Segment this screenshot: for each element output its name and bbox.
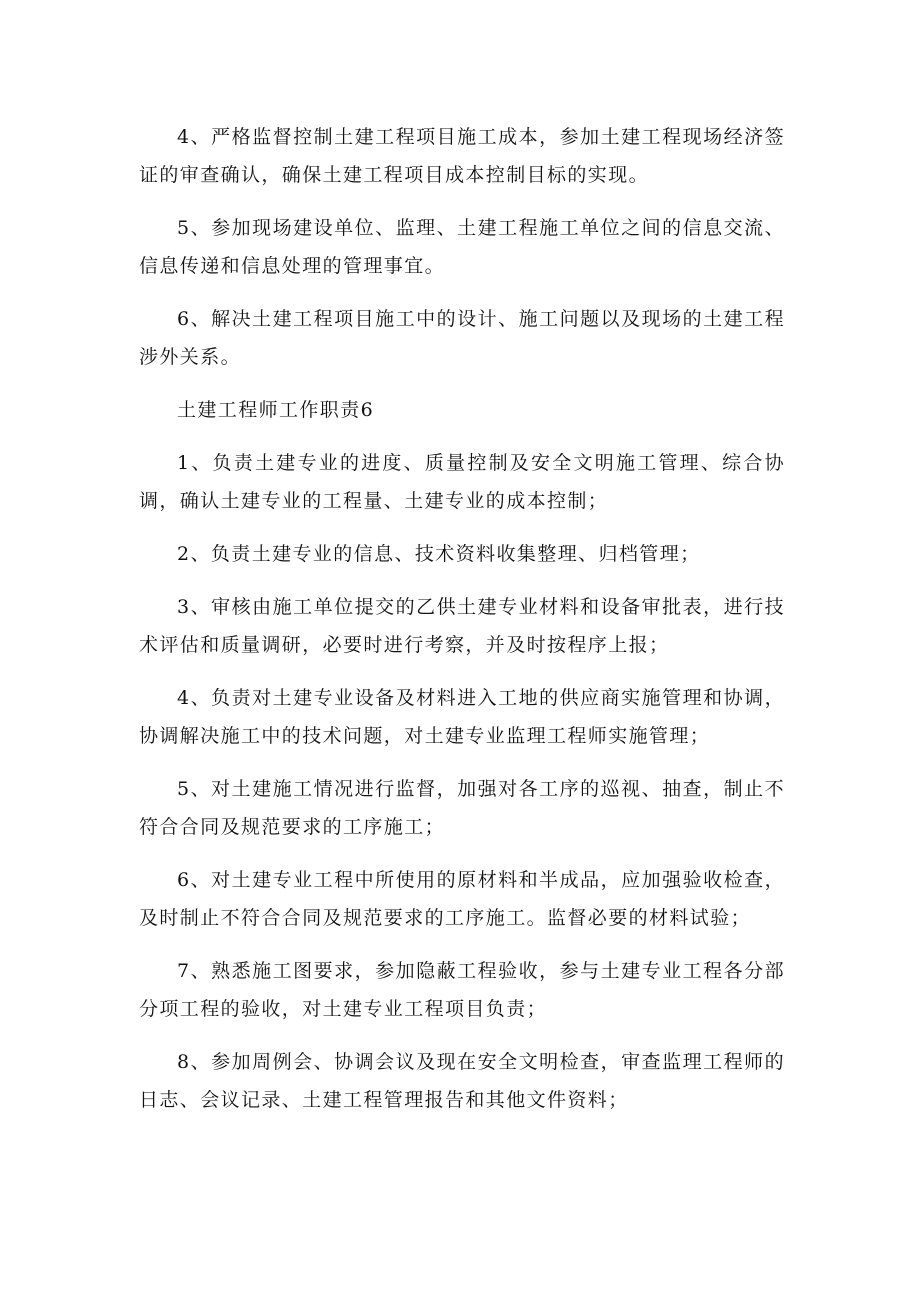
duty-item-5: 5、对土建施工情况进行监督，加强对各工序的巡视、抽查，制止不符合合同及规范要求的工序施工； <box>139 778 785 838</box>
section-title: 土建工程师工作职责6 <box>177 399 375 421</box>
duty-item-7: 7、熟悉施工图要求，参加隐蔽工程验收，参与土建专业工程各分部分项工程的验收，对土建专业工程项目负责； <box>139 960 785 1020</box>
paragraph-item-5-information: 5、参加现场建设单位、监理、土建工程施工单位之间的信息交流、信息传递和信息处理的管理事宜。 <box>139 217 785 277</box>
paragraph-item-6-issues: 6、解决土建工程项目施工中的设计、施工问题以及现场的土建工程涉外关系。 <box>139 308 785 368</box>
duty-item-8: 8、参加周例会、协调会议及现在安全文明检查，审查监理工程师的日志、会议记录、土建工程管理报告和其他文件资料； <box>139 1051 785 1111</box>
document-body <box>139 118 785 1134</box>
duty-item-2: 2、负责土建专业的信息、技术资料收集整理、归档管理； <box>177 543 701 565</box>
duty-item-3: 3、审核由施工单位提交的乙供土建专业材料和设备审批表，进行技术评估和质量调研，必要时进行考察，并及时按程序上报； <box>139 596 785 656</box>
duty-item-4: 4、负责对土建专业设备及材料进入工地的供应商实施管理和协调，协调解决施工中的技术问题，对土建专业监理工程师实施管理； <box>139 687 785 747</box>
duty-item-1: 1、负责土建专业的进度、质量控制及安全文明施工管理、综合协调，确认土建专业的工程量、土建专业的成本控制； <box>139 452 785 512</box>
paragraph-item-4-cost: 4、严格监督控制土建工程项目施工成本，参加土建工程现场经济签证的审查确认，确保土建工程项目成本控制目标的实现。 <box>139 126 785 186</box>
duty-item-6: 6、对土建专业工程中所使用的原材料和半成品，应加强验收检查，及时制止不符合合同及规范要求的工序施工。监督必要的材料试验； <box>139 869 785 929</box>
